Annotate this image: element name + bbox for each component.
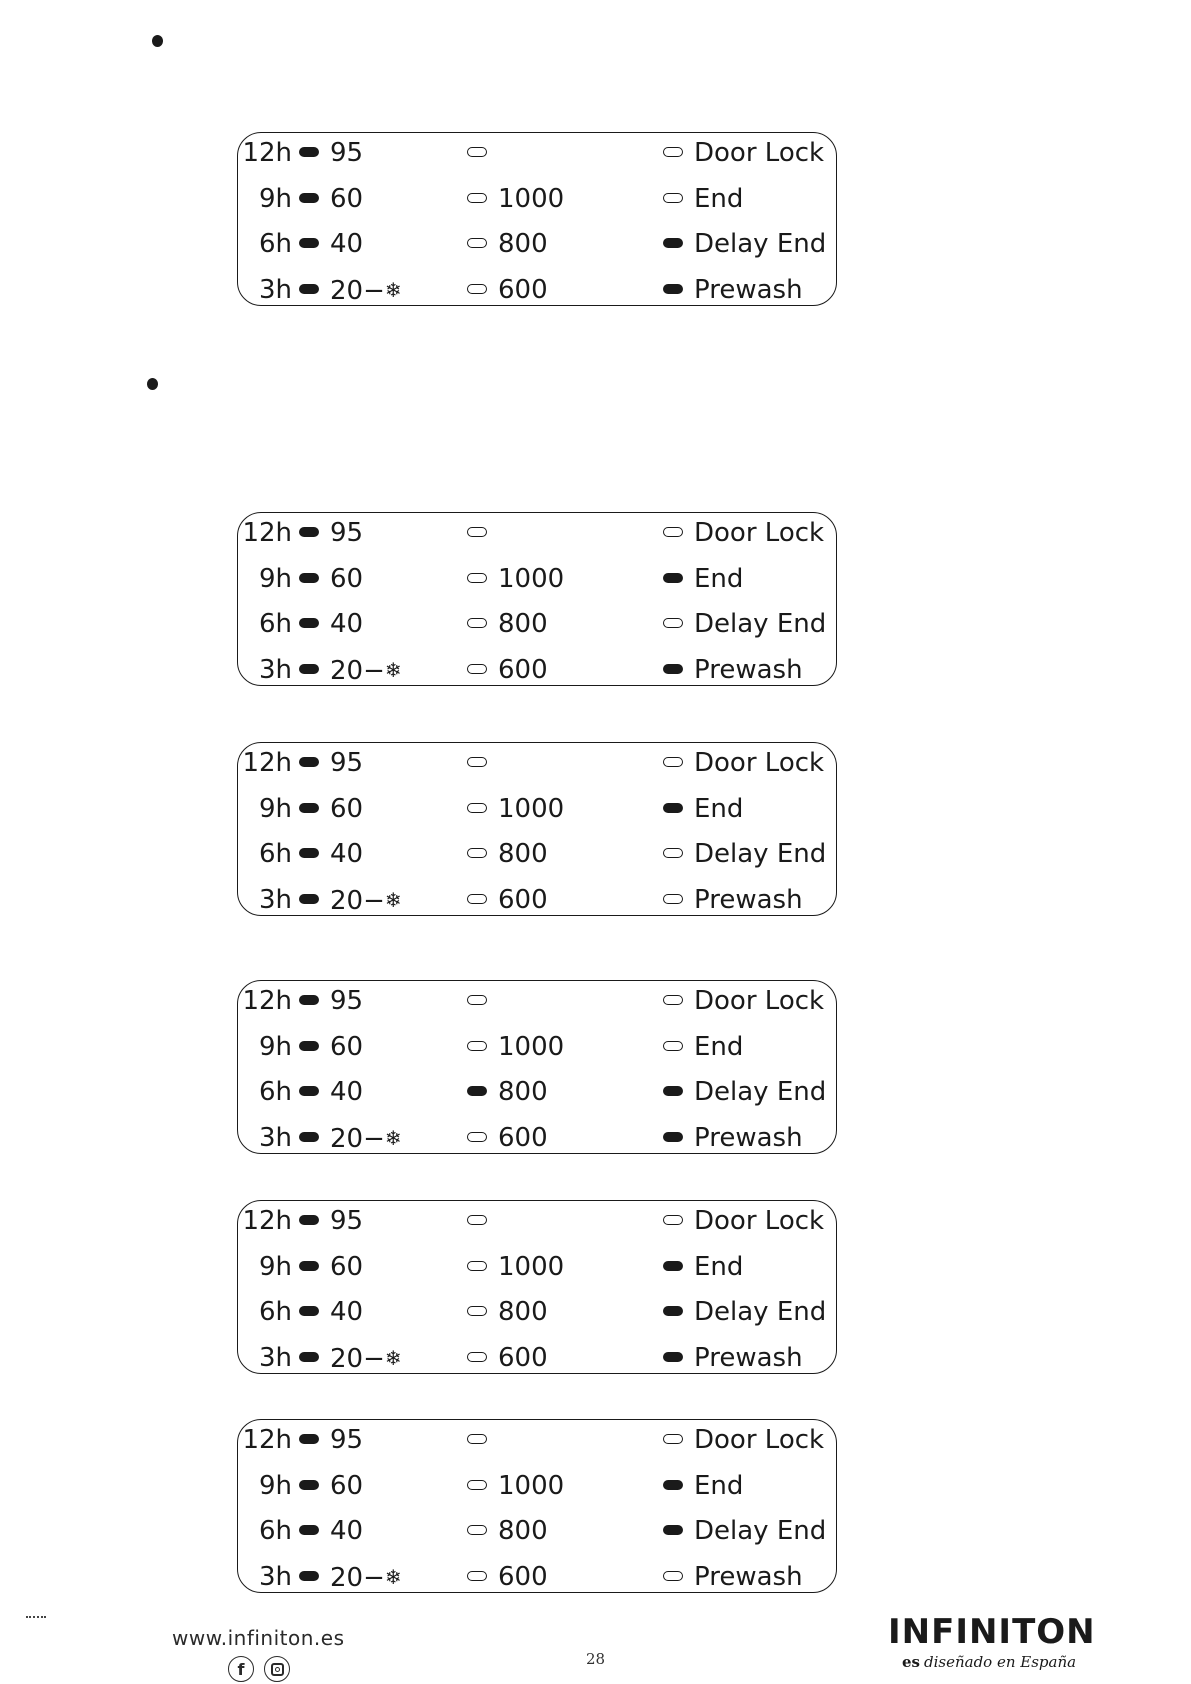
spin-speed-label: 600 [498,655,548,685]
status-label: End [694,184,744,214]
delay-hours-label: 6h [258,1297,292,1327]
status-label: End [694,1471,744,1501]
spin-speed-indicator [467,284,487,294]
temperature-value: 40 [330,1516,364,1546]
status-label: Delay End [694,1077,827,1107]
spin-speed-indicator [467,193,487,203]
status-indicator [663,147,683,157]
panel-row [238,1116,836,1160]
delay-hours-label: 9h [258,1252,292,1282]
temperature-label [330,832,363,876]
status-indicator [663,995,683,1005]
status-label: Prewash [694,1343,803,1373]
display-panel-1 [237,132,837,306]
status-indicator [663,1571,683,1581]
panel-row [238,511,836,555]
panel-row [238,131,836,175]
status-label: Prewash [694,1123,803,1153]
status-label: Door Lock [694,518,825,548]
panel-row [238,832,836,876]
snowflake-icon: ❄ [384,278,402,302]
status-indicator [663,1306,683,1316]
delay-hours-label: 9h [258,1032,292,1062]
delay-hours-indicator [299,757,319,767]
website-url[interactable]: www.infiniton.es [172,1626,345,1650]
temperature-value: 40 [330,609,364,639]
status-label: Delay End [694,609,827,639]
temperature-label [330,787,363,831]
brand-tagline [902,1653,1076,1671]
temperature-label [330,1418,363,1462]
status-indicator [663,573,683,583]
spin-speed-label: 800 [498,839,548,869]
status-label: Door Lock [694,986,825,1016]
delay-hours-label: 6h [258,1516,292,1546]
temperature-value: 40 [330,839,364,869]
spin-speed-indicator [467,1132,487,1142]
temperature-label [330,1290,363,1334]
status-label: Door Lock [694,748,825,778]
snowflake-icon: ❄ [384,1126,402,1150]
status-indicator [663,1352,683,1362]
delay-hours-label: 3h [258,1343,292,1373]
status-label: Delay End [694,1516,827,1546]
brand-logo: INFINITON [888,1612,1096,1652]
spin-speed-label: 800 [498,229,548,259]
status-indicator [663,284,683,294]
delay-hours-indicator [299,1306,319,1316]
panel-row [238,1464,836,1508]
delay-hours-label: 3h [258,1562,292,1592]
temperature-label [330,1336,402,1381]
status-label: Delay End [694,839,827,869]
spin-speed-label: 600 [498,1562,548,1592]
delay-hours-indicator [299,193,319,203]
temperature-label [330,1116,402,1161]
panel-row [238,1290,836,1334]
temperature-value: 95 [330,748,364,778]
delay-hours-indicator [299,147,319,157]
spin-speed-label: 600 [498,275,548,305]
delay-hours-indicator [299,1571,319,1581]
spin-speed-label: 600 [498,885,548,915]
delay-hours-indicator [299,1525,319,1535]
temperature-label [330,177,363,221]
status-indicator [663,1480,683,1490]
status-indicator [663,1086,683,1096]
status-indicator [663,1525,683,1535]
spin-speed-indicator [467,995,487,1005]
spin-speed-indicator [467,238,487,248]
spin-speed-label: 800 [498,609,548,639]
temperature-label [330,131,363,175]
delay-hours-indicator [299,573,319,583]
delay-hours-label: 9h [258,184,292,214]
status-label: Door Lock [694,1425,825,1455]
spin-speed-indicator [467,664,487,674]
snowflake-icon: ❄ [384,658,402,682]
status-label: Prewash [694,655,803,685]
delay-hours-label: 3h [258,1123,292,1153]
status-label: Prewash [694,885,803,915]
bullet-1 [152,35,163,47]
spin-speed-label: 1000 [498,1032,565,1062]
delay-hours-label: 9h [258,794,292,824]
temperature-label [330,979,363,1023]
delay-hours-label: 6h [258,1077,292,1107]
spin-speed-indicator [467,1215,487,1225]
spin-speed-indicator [467,1261,487,1271]
status-indicator [663,193,683,203]
status-label: Delay End [694,229,827,259]
temperature-label [330,1555,402,1600]
spin-speed-label: 800 [498,1516,548,1546]
delay-hours-indicator [299,238,319,248]
panel-row [238,222,836,266]
panel-row [238,878,836,922]
spin-speed-label: 600 [498,1123,548,1153]
spin-speed-indicator [467,757,487,767]
status-indicator [663,238,683,248]
spin-speed-indicator [467,618,487,628]
spin-speed-label: 1000 [498,564,565,594]
temperature-label [330,1509,363,1553]
panel-row [238,741,836,785]
temperature-label [330,602,363,646]
panel-row [238,268,836,312]
delay-hours-indicator [299,1261,319,1271]
delay-hours-label: 6h [258,229,292,259]
panel-row [238,1509,836,1553]
facebook-icon[interactable] [228,1656,254,1682]
temperature-value: 20− [330,276,385,306]
panel-row [238,1199,836,1243]
status-label: Prewash [694,275,803,305]
delay-hours-label: 12h [242,986,292,1016]
panel-row [238,1245,836,1289]
temperature-label [330,268,402,313]
spin-speed-label: 1000 [498,1471,565,1501]
temperature-value: 20− [330,1563,385,1593]
temperature-value: 40 [330,229,364,259]
spin-speed-label: 1000 [498,1252,565,1282]
panel-row [238,787,836,831]
status-label: End [694,1252,744,1282]
spin-speed-indicator [467,1086,487,1096]
status-indicator [663,1434,683,1444]
delay-hours-label: 9h [258,564,292,594]
status-label: Door Lock [694,138,825,168]
panel-row [238,602,836,646]
temperature-value: 60 [330,1252,364,1282]
panel-row [238,979,836,1023]
temperature-label [330,1245,363,1289]
status-indicator [663,527,683,537]
spin-speed-indicator [467,848,487,858]
display-panel-3 [237,742,837,916]
temperature-label [330,878,402,923]
spin-speed-label: 1000 [498,184,565,214]
bullet-2 [147,378,158,390]
spin-speed-label: 800 [498,1297,548,1327]
spin-speed-indicator [467,1480,487,1490]
temperature-value: 20− [330,1124,385,1154]
temperature-value: 95 [330,138,364,168]
temperature-value: 95 [330,1206,364,1236]
temperature-label [330,222,363,266]
temperature-label [330,741,363,785]
delay-hours-label: 3h [258,655,292,685]
snowflake-icon: ❄ [384,1565,402,1589]
temperature-label [330,648,402,693]
status-label: Delay End [694,1297,827,1327]
panel-row [238,648,836,692]
temperature-label [330,1464,363,1508]
delay-hours-label: 9h [258,1471,292,1501]
delay-hours-indicator [299,618,319,628]
display-panel-4 [237,980,837,1154]
delay-hours-indicator [299,848,319,858]
temperature-value: 20− [330,1344,385,1374]
status-indicator [663,894,683,904]
delay-hours-label: 3h [258,275,292,305]
temperature-label [330,1070,363,1114]
delay-hours-indicator [299,664,319,674]
temperature-value: 40 [330,1297,364,1327]
delay-hours-indicator [299,1215,319,1225]
delay-hours-indicator [299,1086,319,1096]
temperature-value: 95 [330,986,364,1016]
status-indicator [663,1132,683,1142]
temperature-value: 60 [330,564,364,594]
status-label: End [694,794,744,824]
delay-hours-indicator [299,1434,319,1444]
temperature-value: 40 [330,1077,364,1107]
status-indicator [663,1041,683,1051]
delay-hours-label: 12h [242,138,292,168]
status-label: Prewash [694,1562,803,1592]
facebook-glyph: f [237,1659,245,1679]
display-panel-2 [237,512,837,686]
temperature-label [330,557,363,601]
delay-hours-indicator [299,1132,319,1142]
spin-speed-indicator [467,1352,487,1362]
spin-speed-indicator [467,1041,487,1051]
delay-hours-indicator [299,284,319,294]
delay-hours-label: 12h [242,1206,292,1236]
spin-speed-indicator [467,573,487,583]
delay-hours-label: 3h [258,885,292,915]
tagline-mark: es [902,1653,920,1671]
panel-row [238,1336,836,1380]
status-indicator [663,803,683,813]
tagline-text: diseñado en España [924,1653,1077,1671]
panel-row [238,177,836,221]
page-number: 28 [586,1650,606,1668]
status-indicator [663,618,683,628]
snowflake-icon: ❄ [384,888,402,912]
panel-row [238,1555,836,1599]
display-panel-5 [237,1200,837,1374]
spin-speed-indicator [467,1306,487,1316]
spin-speed-label: 600 [498,1343,548,1373]
page-edge-mark [26,1616,46,1620]
temperature-value: 20− [330,886,385,916]
delay-hours-indicator [299,1480,319,1490]
spin-speed-indicator [467,527,487,537]
snowflake-icon: ❄ [384,1346,402,1370]
delay-hours-label: 6h [258,609,292,639]
status-label: End [694,564,744,594]
status-indicator [663,1215,683,1225]
panel-row [238,1418,836,1462]
temperature-value: 95 [330,1425,364,1455]
temperature-value: 60 [330,794,364,824]
status-label: End [694,1032,744,1062]
status-indicator [663,664,683,674]
delay-hours-indicator [299,803,319,813]
status-indicator [663,1261,683,1271]
panel-row [238,557,836,601]
temperature-label [330,1199,363,1243]
temperature-value: 60 [330,184,364,214]
delay-hours-label: 12h [242,1425,292,1455]
display-panel-6 [237,1419,837,1593]
temperature-value: 95 [330,518,364,548]
panel-row [238,1025,836,1069]
temperature-label [330,511,363,555]
spin-speed-indicator [467,1571,487,1581]
status-indicator [663,848,683,858]
delay-hours-label: 6h [258,839,292,869]
delay-hours-indicator [299,894,319,904]
temperature-value: 60 [330,1032,364,1062]
delay-hours-label: 12h [242,748,292,778]
spin-speed-indicator [467,147,487,157]
instagram-glyph [271,1663,284,1676]
temperature-value: 20− [330,656,385,686]
spin-speed-label: 800 [498,1077,548,1107]
delay-hours-indicator [299,1352,319,1362]
delay-hours-indicator [299,1041,319,1051]
delay-hours-indicator [299,995,319,1005]
panel-row [238,1070,836,1114]
delay-hours-label: 12h [242,518,292,548]
status-label: Door Lock [694,1206,825,1236]
status-indicator [663,757,683,767]
delay-hours-indicator [299,527,319,537]
temperature-label [330,1025,363,1069]
spin-speed-indicator [467,1434,487,1444]
spin-speed-label: 1000 [498,794,565,824]
spin-speed-indicator [467,803,487,813]
spin-speed-indicator [467,1525,487,1535]
temperature-value: 60 [330,1471,364,1501]
spin-speed-indicator [467,894,487,904]
instagram-icon[interactable] [264,1656,290,1682]
